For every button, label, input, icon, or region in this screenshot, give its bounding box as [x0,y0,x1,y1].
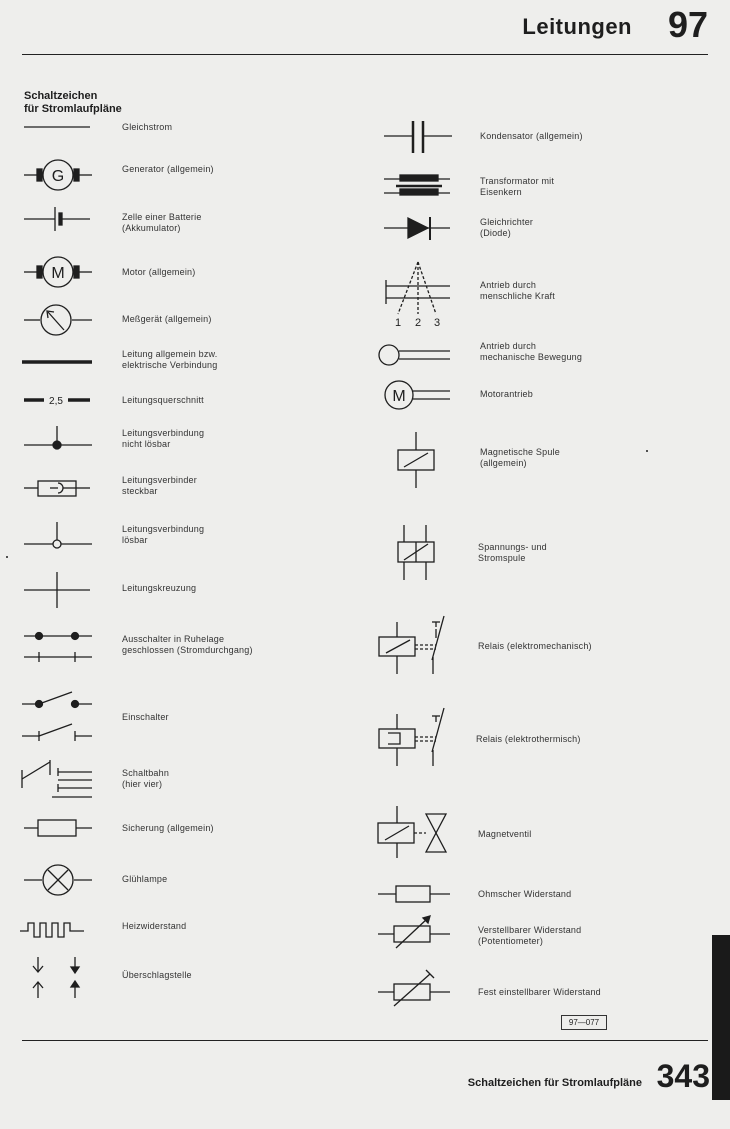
label-transformer: Transformator mit Eisenkern [480,176,555,197]
label-electrothermal-relay: Relais (elektrothermisch) [476,734,581,744]
label-manual-drive: Antrieb durch menschliche Kraft [480,280,555,301]
label-diode: Gleichrichter (Diode) [480,217,534,238]
cross-section-glyph: 2,5 [49,396,63,407]
label-voltage-current-coil: Spannungs- und Stromspule [478,542,547,563]
electrothermal-relay-symbol-icon [379,708,444,766]
label-fuse: Sicherung (allgemein) [122,823,214,833]
lamp-symbol-icon [24,865,92,895]
manual-drive-symbol-icon [386,262,450,329]
label-motor: Motor (allgemein) [122,267,196,277]
motor-symbol-icon [24,257,92,287]
manual-drive-glyph: 3 [433,317,441,329]
preset-resistor-symbol-icon [378,970,450,1006]
cross-section-symbol-icon [24,396,90,407]
footer-divider [22,1040,708,1041]
label-crossing: Leitungskreuzung [122,583,197,593]
motor-drive-glyph: M [392,388,406,405]
heating-resistor-symbol-icon [20,923,84,937]
generator-glyph: G [51,168,65,185]
transformer-symbol-icon [384,175,450,195]
label-motor-drive: Motorantrieb [480,389,533,399]
section-title-line: für Stromlaufpläne [24,103,122,115]
reference-code: 97—077 [561,1015,607,1030]
generator-symbol-icon [24,160,92,190]
label-spark-gap: Überschlagstelle [122,970,192,980]
fuse-symbol-icon [24,820,92,836]
label-potentiometer: Verstellbarer Widerstand (Potentiometer) [478,925,582,946]
label-battery-cell: Zelle einer Batterie (Akkumulator) [122,212,202,233]
detachable-junction-symbol-icon [24,522,92,548]
crossing-symbol-icon [24,572,90,608]
section-title-line: Schaltzeichen [24,90,98,102]
label-meter: Meßgerät (allgemein) [122,314,212,324]
label-lamp: Glühlampe [122,874,168,884]
solenoid-valve-symbol-icon [378,806,446,858]
voltage-current-coil-symbol-icon [398,525,434,580]
plug-connector-symbol-icon [24,481,90,496]
resistor-symbol-icon [378,886,450,902]
label-fixed-junction: Leitungsverbindung nicht lösbar [122,428,205,449]
meter-symbol-icon [24,305,92,335]
manual-drive-glyph: 1 [394,317,402,329]
capacitor-symbol-icon [384,121,452,153]
battery-cell-symbol-icon [24,207,90,231]
manual-drive-glyph: 2 [414,317,422,329]
switching-track-symbol-icon [22,760,92,797]
label-mechanical-drive: Antrieb durch mechanische Bewegung [480,341,583,362]
potentiometer-symbol-icon [378,916,450,948]
footer-title: Schaltzeichen für Stromlaufpläne [467,1077,642,1089]
label-cross-section: Leitungsquerschnitt [122,395,204,405]
electromechanical-relay-symbol-icon [379,616,444,674]
label-electromechanical-relay: Relais (elektromechanisch) [478,641,592,651]
footer-page-number: 343 [656,1058,710,1094]
magnetic-coil-symbol-icon [398,432,434,488]
label-general-line: Leitung allgemein bzw. elektrische Verbindung [122,349,218,370]
label-heating-resistor: Heizwiderstand [122,921,187,931]
spark-gap-symbol-icon [33,957,79,998]
motor-glyph: M [51,265,65,282]
fixed-junction-symbol-icon [24,426,92,449]
label-detachable-junction: Leitungsverbindung lösbar [122,524,205,545]
label-normally-open-switch: Einschalter [122,712,169,722]
motor-drive-symbol-icon [385,381,450,409]
normally-closed-switch-symbol-icon [24,633,92,663]
page-header-title: Leitungen [522,14,632,39]
normally-open-switch-symbol-icon [22,692,92,741]
label-normally-closed-switch: Ausschalter in Ruhelage geschlossen (Stromdurchgang) [122,634,253,655]
label-switching-track: Schaltbahn (hier vier) [122,768,170,789]
label-generator: Generator (allgemein) [122,164,214,174]
label-capacitor: Kondensator (allgemein) [480,131,583,141]
page-header-number: 97 [667,4,708,45]
label-direct-current: Gleichstrom [122,122,173,132]
diode-symbol-icon [384,217,450,240]
thumb-index-tab [712,935,730,1100]
label-resistor: Ohmscher Widerstand [478,889,572,899]
label-magnetic-coil: Magnetische Spule (allgemein) [480,447,560,468]
label-solenoid-valve: Magnetventil [478,829,532,839]
label-preset-resistor: Fest einstellbarer Widerstand [478,987,601,997]
label-plug-connector: Leitungsverbinder steckbar [122,475,197,496]
mechanical-drive-symbol-icon [379,345,450,365]
